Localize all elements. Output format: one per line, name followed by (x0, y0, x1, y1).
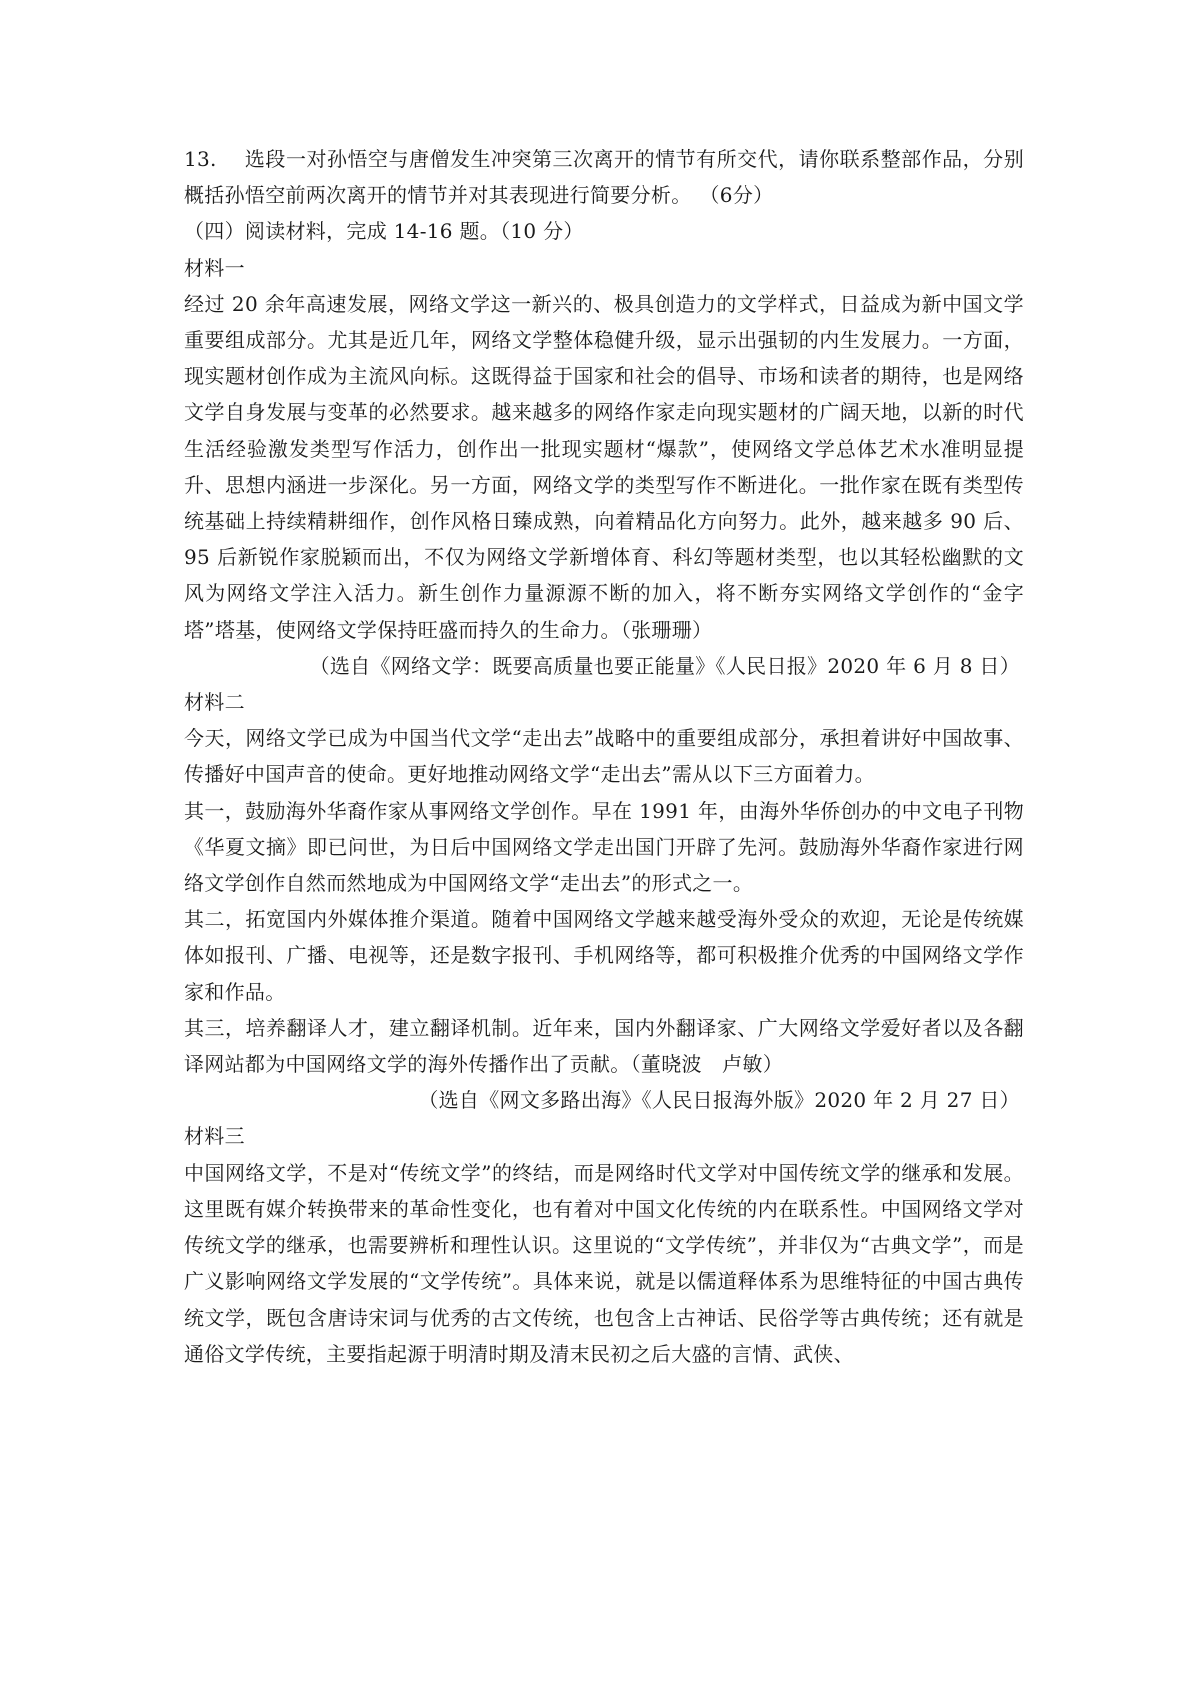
material-1-source: （选自《网络文学：既要高质量也要正能量》《人民日报》2020 年 6 月 8 日） (309, 653, 1020, 678)
material-3-label: 材料三 (184, 1124, 245, 1149)
material-2-label: 材料二 (184, 690, 245, 715)
material-2-point-2: 其二，拓宽国内外媒体推介渠道。随着中国网络文学越来越受海外受众的欢迎，无论是传统媒体如报刊、广播、电视等，还是数字报刊、手机网络等，都可积极推介优秀的中国网络文学作家和作品。 (184, 907, 1024, 1004)
question-13-score: （6分） (709, 183, 774, 208)
material-3-body: 中国网络文学，不是对“传统文学”的终结，而是网络时代文学对中国传统文学的继承和发展。这里既有媒介转换带来的革命性变化，也有着对中国文化传统的内在联系性。中国网络文学对传统文学的继承，也需要辨析和理性认识。这里说的“文学传统”，并非仅为“古典文学”，而是广义影响网络文学发展的“文学传统”。具体来说，就是以儒道释体系为思维特征的中国古典传统文学，既包含唐诗宋词与优秀的古文传统，也包含上古神话、民俗学等古典传统；还有就是通俗文学传统，主要指起源于明清时期及清末民初之后大盛的言情、武侠、 (184, 1160, 1024, 1366)
material-2-point-1: 其一，鼓励海外华裔作家从事网络文学创作。早在 1991 年，由海外华侨创办的中文电子刊物《华夏文摘》即已问世，为日后中国网络文学走出国门开辟了先河。鼓励海外华裔作家进行网络文学创作自然而然地成为中国网络文学“走出去”的形式之一。 (184, 798, 1024, 896)
question-13-text: 选段一对孙悟空与唐僧发生冲突第三次离开的情节有所交代，请你联系整部作品，分别概括孙悟空前两次离开的情节并对其表现进行简要分析。 (184, 147, 1024, 208)
page-content (184, 141, 1024, 1372)
section-4-heading: （四）阅读材料，完成 14-16 题。（10 分） (184, 219, 584, 244)
question-13-number: 13. (184, 147, 217, 171)
material-2-point-3: 其三，培养翻译人才，建立翻译机制。近年来，国内外翻译家、广大网络文学爱好者以及各翻译网站都为中国网络文学的海外传播作出了贡献。（董晓波 卢敏） (184, 1015, 1024, 1077)
question-13 (184, 141, 1024, 213)
material-1-body: 经过 20 余年高速发展，网络文学这一新兴的、极具创造力的文学样式，日益成为新中国文学重要组成部分。尤其是近几年，网络文学整体稳健升级，显示出强韧的内生发展力。一方面，现实题材创作成为主流风向标。这既得益于国家和社会的倡导、市场和读者的期待，也是网络文学自身发展与变革的必然要求。越来越多的网络作家走向现实题材的广阔天地，以新的时代生活经验激发类型写作活力，创作出一批现实题材“爆款”，使网络文学总体艺术水准明显提升、思想内涵进一步深化。另一方面，网络文学的类型写作不断进化。一批作家在既有类型传统基础上持续精耕细作，创作风格日臻成熟，向着精品化方向努力。此外，越来越多 90 后、95 后新锐作家脱颖而出，不仅为网络文学新增体育、科幻等题材类型，也以其轻松幽默的文风为网络文学注入活力。新生创作力量源源不断的加入，将不断夯实网络文学创作的“金字塔”塔基，使网络文学保持旺盛而持久的生命力。（张珊珊） (184, 291, 1024, 642)
material-1-label: 材料一 (184, 255, 245, 280)
material-2-source: （选自《网文多路出海》《人民日报海外版》2020 年 2 月 27 日） (418, 1088, 1020, 1113)
material-2-intro: 今天，网络文学已成为中国当代文学“走出去”战略中的重要组成部分，承担着讲好中国故事、传播好中国声音的使命。更好地推动网络文学“走出去”需从以下三方面着力。 (184, 726, 1024, 787)
